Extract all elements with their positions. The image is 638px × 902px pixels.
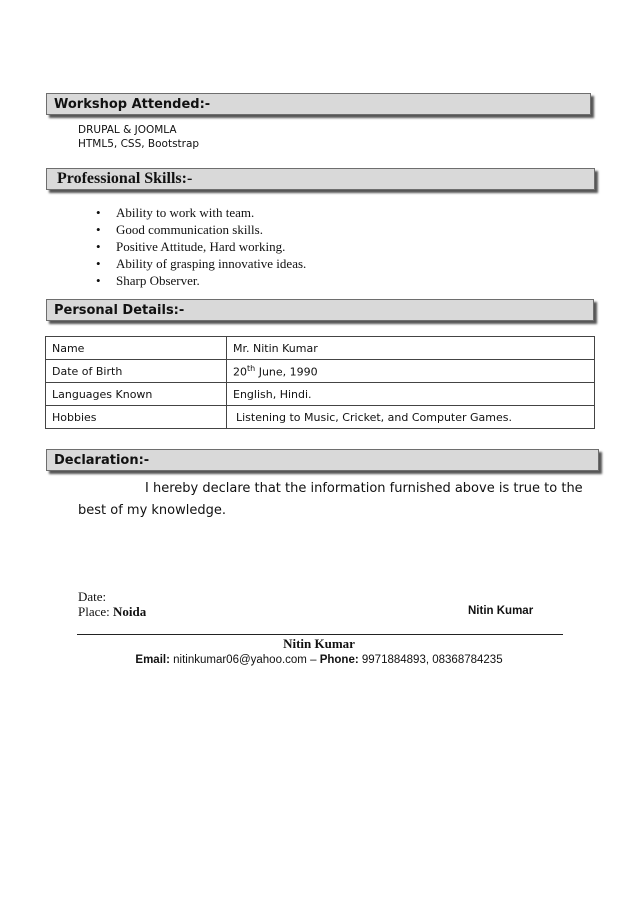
date-label: Date: (78, 589, 107, 604)
declaration-line: I hereby declare that the information furnished above is true to the (145, 481, 583, 496)
row-value: English, Hindi. (227, 383, 595, 406)
phone-value: 9971884893, 08368784235 (361, 654, 503, 666)
table-row (46, 383, 595, 406)
personal-header (46, 299, 594, 321)
place-value: Noida (113, 604, 147, 619)
row-label: Name (46, 337, 227, 360)
email-value: nitinkumar06@yahoo.com (173, 654, 307, 666)
footer-contact (0, 654, 638, 666)
row-value (227, 360, 595, 383)
row-value: Mr. Nitin Kumar (227, 337, 595, 360)
skill-item: • Ability of grasping innovative ideas. (96, 255, 306, 272)
footer-divider (77, 634, 563, 635)
phone-label: Phone: (319, 654, 359, 666)
dob-rest: June, 1990 (255, 365, 318, 379)
skill-item: • Positive Attitude, Hard working. (96, 238, 306, 255)
skills-list (96, 204, 306, 289)
workshop-item: HTML5, CSS, Bootstrap (78, 138, 200, 150)
dob-ordinal: th (247, 363, 256, 373)
place-line (78, 604, 146, 620)
footer-name: Nitin Kumar (283, 636, 355, 651)
table-row (46, 337, 595, 360)
table-row (46, 406, 595, 429)
workshop-header-label: Workshop Attended:- (54, 96, 211, 112)
email-label: Email: (135, 654, 170, 666)
row-value: Listening to Music, Cricket, and Computer Games. (227, 406, 595, 429)
place-label: Place: (78, 604, 110, 619)
skills-header (46, 168, 595, 190)
skill-item: • Sharp Observer. (96, 272, 306, 289)
declaration-line: best of my knowledge. (78, 503, 227, 518)
dob-day: 20 (233, 365, 247, 379)
declaration-header (46, 449, 599, 471)
row-label: Date of Birth (46, 360, 227, 383)
row-label: Languages Known (46, 383, 227, 406)
skill-item: • Good communication skills. (96, 221, 306, 238)
workshop-item: DRUPAL & JOOMLA (78, 124, 177, 136)
workshop-header (46, 93, 591, 115)
personal-header-label: Personal Details:- (54, 302, 185, 318)
skills-header-label: Professional Skills:- (57, 170, 193, 187)
row-label: Hobbies (46, 406, 227, 429)
table-row (46, 360, 595, 383)
contact-separator: – (310, 654, 320, 666)
personal-details-table (45, 336, 595, 429)
skill-item: • Ability to work with team. (96, 204, 306, 221)
declaration-header-label: Declaration:- (54, 452, 150, 468)
signature-name: Nitin Kumar (468, 605, 534, 617)
